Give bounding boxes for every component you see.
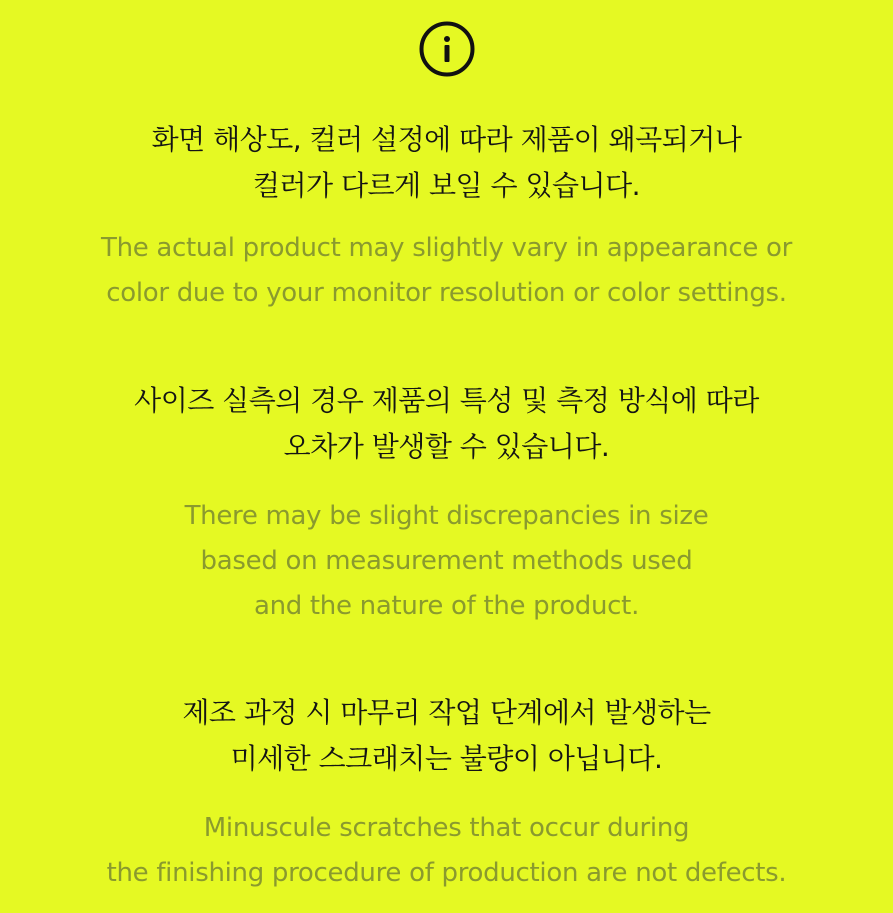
notice-2-english-line-1: There may be slight discrepancies in size	[184, 501, 709, 531]
notice-1-korean-line-2: 컬러가 다르게 보일 수 있습니다.	[252, 169, 641, 202]
notice-3-korean	[0, 690, 893, 782]
notice-2-korean	[0, 378, 893, 470]
notice-1-korean-line-1: 화면 해상도, 컬러 설정에 따라 제품이 왜곡되거나	[151, 123, 742, 156]
notice-3-english-line-1: Minuscule scratches that occur during	[203, 813, 690, 843]
notice-1-korean	[0, 117, 893, 209]
notice-1-english-line-1: The actual product may slightly vary in appearance or	[100, 233, 792, 263]
notice-2-english-line-3: and the nature of the product.	[253, 591, 640, 621]
notice-2-korean-line-2: 오차가 발생할 수 있습니다.	[283, 430, 610, 463]
notice-2-english-line-2: based on measurement methods used	[200, 546, 693, 576]
notice-1-english-line-2: color due to your monitor resolution or color settings.	[106, 278, 787, 308]
notice-3-english-line-2: the finishing procedure of production are not defects.	[106, 858, 787, 888]
notice-2-korean-line-1: 사이즈 실측의 경우 제품의 특성 및 측정 방식에 따라	[134, 384, 759, 417]
notice-3-korean-line-2: 미세한 스크래치는 불량이 아닙니다.	[230, 742, 663, 775]
notice-3-english	[0, 806, 893, 896]
notice-3-korean-line-1: 제조 과정 시 마무리 작업 단계에서 발생하는	[182, 696, 711, 729]
info-icon	[418, 20, 476, 78]
notice-2-english	[0, 494, 893, 629]
notice-1-english	[0, 226, 893, 316]
